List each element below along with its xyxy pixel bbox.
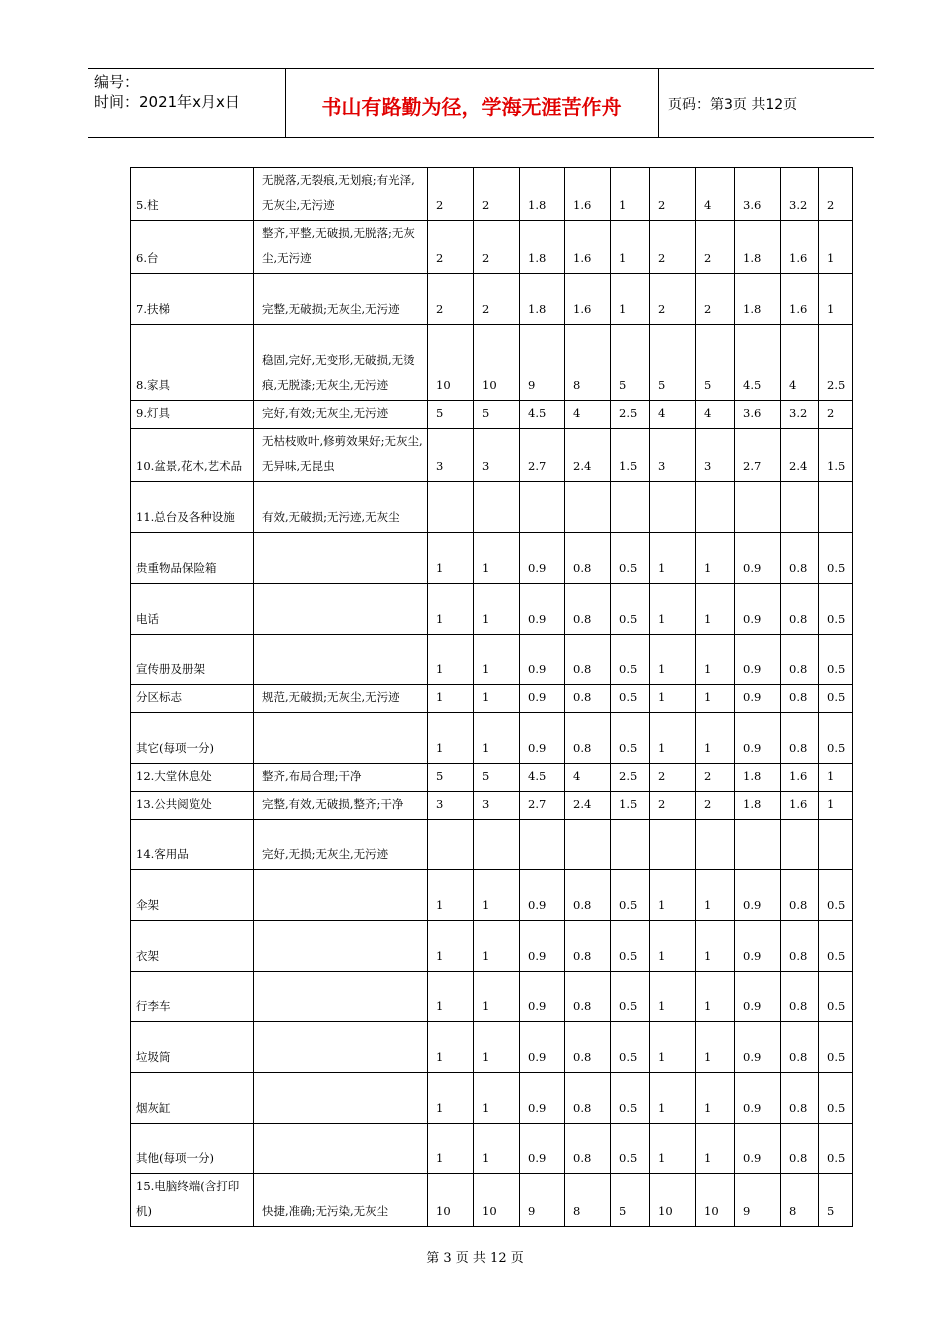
- score-cell: 5: [611, 325, 650, 401]
- score-cell: [428, 820, 474, 870]
- score-cell: [650, 482, 696, 533]
- score-cell: [696, 820, 735, 870]
- score-cell: 0.9: [735, 870, 781, 921]
- item-cell: 烟灰缸: [131, 1073, 254, 1124]
- score-cell: 4.5: [520, 401, 565, 429]
- score-cell: 1: [696, 972, 735, 1022]
- score-cell: 0.9: [520, 921, 565, 972]
- score-cell: [819, 482, 853, 533]
- score-cell: [611, 482, 650, 533]
- score-cell: 0.9: [520, 1124, 565, 1174]
- score-cell: [735, 820, 781, 870]
- table-row: [131, 168, 853, 221]
- score-cell: 4: [565, 401, 611, 429]
- score-cell: 9: [735, 1174, 781, 1227]
- score-cell: 1: [650, 584, 696, 635]
- criteria-cell: [254, 870, 428, 921]
- criteria-cell: 完整,无破损;无灰尘,无污迹: [254, 274, 428, 325]
- score-cell: 1: [474, 1073, 520, 1124]
- score-cell: 0.5: [819, 685, 853, 713]
- score-cell: 2.4: [565, 792, 611, 820]
- score-cell: 0.8: [781, 972, 819, 1022]
- score-cell: 10: [474, 325, 520, 401]
- score-cell: 1: [428, 972, 474, 1022]
- item-cell: 电话: [131, 584, 254, 635]
- item-cell: 宣传册及册架: [131, 635, 254, 685]
- score-cell: 5: [428, 764, 474, 792]
- score-cell: 1.8: [520, 274, 565, 325]
- score-cell: 1: [696, 1073, 735, 1124]
- item-cell: 伞架: [131, 870, 254, 921]
- criteria-cell: 无脱落,无裂痕,无划痕;有光泽,无灰尘,无污迹: [254, 168, 428, 221]
- score-cell: 0.8: [565, 1073, 611, 1124]
- score-cell: 2.7: [735, 429, 781, 482]
- score-cell: 2: [650, 221, 696, 274]
- score-cell: 1.8: [735, 764, 781, 792]
- table-row: [131, 1022, 853, 1073]
- score-cell: 2.7: [520, 429, 565, 482]
- score-cell: 1: [428, 584, 474, 635]
- criteria-cell: 稳固,完好,无变形,无破损,无烫痕,无脱漆;无灰尘,无污迹: [254, 325, 428, 401]
- score-cell: 1: [650, 1124, 696, 1174]
- score-cell: 1: [696, 1124, 735, 1174]
- score-cell: [474, 482, 520, 533]
- score-cell: 0.8: [565, 635, 611, 685]
- criteria-cell: 完整,有效,无破损,整齐;干净: [254, 792, 428, 820]
- score-cell: [565, 820, 611, 870]
- score-cell: 1: [696, 921, 735, 972]
- score-cell: 1: [611, 274, 650, 325]
- score-cell: 2: [650, 168, 696, 221]
- score-cell: 0.5: [819, 1073, 853, 1124]
- score-cell: 0.9: [735, 921, 781, 972]
- score-cell: 4.5: [520, 764, 565, 792]
- score-cell: 3.2: [781, 168, 819, 221]
- score-cell: 5: [819, 1174, 853, 1227]
- score-cell: 3: [474, 792, 520, 820]
- score-cell: 4: [650, 401, 696, 429]
- score-cell: 1: [428, 1124, 474, 1174]
- score-cell: 0.8: [565, 921, 611, 972]
- score-cell: 1: [611, 168, 650, 221]
- score-cell: 2: [696, 764, 735, 792]
- criteria-cell: 整齐,平整,无破损,无脱落;无灰尘,无污迹: [254, 221, 428, 274]
- score-cell: 1.6: [781, 221, 819, 274]
- score-cell: 10: [428, 1174, 474, 1227]
- score-cell: 10: [474, 1174, 520, 1227]
- criteria-cell: 规范,无破损;无灰尘,无污迹: [254, 685, 428, 713]
- score-cell: 0.5: [611, 685, 650, 713]
- criteria-cell: [254, 1073, 428, 1124]
- score-cell: 1: [650, 685, 696, 713]
- code-label: 编号：: [94, 73, 140, 91]
- score-cell: 1: [696, 533, 735, 584]
- score-cell: 1: [650, 972, 696, 1022]
- score-cell: 1: [611, 221, 650, 274]
- score-cell: 2: [696, 792, 735, 820]
- score-cell: 1: [474, 533, 520, 584]
- score-cell: 8: [565, 1174, 611, 1227]
- criteria-cell: [254, 921, 428, 972]
- score-cell: 2: [428, 274, 474, 325]
- score-cell: 1: [474, 921, 520, 972]
- score-cell: 5: [611, 1174, 650, 1227]
- score-cell: 1: [428, 713, 474, 764]
- score-cell: 2: [696, 274, 735, 325]
- score-cell: 0.8: [781, 533, 819, 584]
- item-cell: 12.大堂休息处: [131, 764, 254, 792]
- criteria-cell: [254, 972, 428, 1022]
- score-cell: 0.8: [565, 685, 611, 713]
- score-cell: 5: [474, 764, 520, 792]
- score-cell: 0.9: [520, 533, 565, 584]
- score-cell: 1: [474, 1124, 520, 1174]
- table-row: [131, 635, 853, 685]
- score-cell: [819, 820, 853, 870]
- criteria-cell: [254, 1022, 428, 1073]
- score-cell: 0.9: [520, 635, 565, 685]
- score-cell: 1: [650, 870, 696, 921]
- score-cell: 1: [650, 1073, 696, 1124]
- table-row: [131, 972, 853, 1022]
- criteria-cell: 完好,无损;无灰尘,无污迹: [254, 820, 428, 870]
- score-cell: 0.5: [819, 635, 853, 685]
- score-cell: 1: [696, 685, 735, 713]
- score-cell: 2: [819, 168, 853, 221]
- time-label: 时间：2021年x月x日: [94, 93, 240, 111]
- table-body: [131, 168, 853, 1227]
- score-cell: 0.5: [611, 921, 650, 972]
- score-cell: 2: [474, 274, 520, 325]
- score-cell: 0.8: [565, 870, 611, 921]
- item-cell: 垃圾筒: [131, 1022, 254, 1073]
- score-cell: 2: [650, 274, 696, 325]
- header-motto: 书山有路勤为径，学海无涯苦作舟: [321, 95, 622, 119]
- criteria-cell: [254, 1124, 428, 1174]
- score-cell: [696, 482, 735, 533]
- score-cell: 0.8: [781, 685, 819, 713]
- table-row: [131, 792, 853, 820]
- score-cell: 0.5: [611, 533, 650, 584]
- score-cell: 0.5: [611, 1073, 650, 1124]
- score-cell: 0.9: [520, 713, 565, 764]
- score-cell: 1.5: [819, 429, 853, 482]
- item-cell: 8.家具: [131, 325, 254, 401]
- score-cell: 1: [819, 274, 853, 325]
- score-cell: 1: [428, 1022, 474, 1073]
- score-cell: 0.5: [611, 972, 650, 1022]
- score-cell: 0.5: [611, 713, 650, 764]
- table-row: [131, 685, 853, 713]
- score-cell: 1: [819, 764, 853, 792]
- score-cell: [650, 820, 696, 870]
- criteria-cell: [254, 533, 428, 584]
- score-cell: 1.6: [565, 221, 611, 274]
- score-cell: 0.9: [735, 1124, 781, 1174]
- criteria-cell: 无枯枝败叶,修剪效果好;无灰尘,无异味,无昆虫: [254, 429, 428, 482]
- score-cell: 0.9: [520, 1073, 565, 1124]
- score-cell: 2: [428, 168, 474, 221]
- score-cell: 3.6: [735, 168, 781, 221]
- score-cell: 9: [520, 325, 565, 401]
- score-cell: 0.5: [819, 533, 853, 584]
- criteria-cell: 有效,无破损;无污迹,无灰尘: [254, 482, 428, 533]
- score-cell: 1.6: [781, 274, 819, 325]
- score-cell: 5: [428, 401, 474, 429]
- score-cell: 0.9: [520, 584, 565, 635]
- score-cell: 1.8: [735, 792, 781, 820]
- score-cell: 0.9: [735, 685, 781, 713]
- score-cell: 1: [474, 713, 520, 764]
- score-cell: 0.5: [819, 1124, 853, 1174]
- score-cell: 2.7: [520, 792, 565, 820]
- score-cell: 3: [428, 429, 474, 482]
- score-cell: 1: [428, 635, 474, 685]
- score-cell: 1.6: [565, 274, 611, 325]
- criteria-cell: [254, 713, 428, 764]
- criteria-cell: 完好,有效;无灰尘,无污迹: [254, 401, 428, 429]
- score-cell: [611, 820, 650, 870]
- score-cell: 1: [474, 1022, 520, 1073]
- score-cell: 0.9: [735, 1073, 781, 1124]
- score-cell: 0.5: [611, 1022, 650, 1073]
- score-cell: 1.6: [781, 764, 819, 792]
- score-cell: 0.9: [735, 713, 781, 764]
- score-cell: 0.8: [781, 1073, 819, 1124]
- score-cell: 1.8: [520, 221, 565, 274]
- table-row: [131, 325, 853, 401]
- score-cell: 1.8: [735, 221, 781, 274]
- item-cell: 15.电脑终端(含打印机): [131, 1174, 254, 1227]
- table-row: [131, 533, 853, 584]
- score-cell: 1: [428, 685, 474, 713]
- score-cell: 1.5: [611, 429, 650, 482]
- score-cell: [781, 820, 819, 870]
- score-cell: 10: [428, 325, 474, 401]
- table-row: [131, 1174, 853, 1227]
- score-cell: 0.8: [781, 635, 819, 685]
- item-cell: 衣架: [131, 921, 254, 972]
- score-cell: 0.9: [520, 685, 565, 713]
- item-cell: 7.扶梯: [131, 274, 254, 325]
- table-row: [131, 482, 853, 533]
- table-row: [131, 820, 853, 870]
- score-cell: 1: [428, 1073, 474, 1124]
- score-cell: 0.8: [565, 1124, 611, 1174]
- score-cell: 2: [650, 792, 696, 820]
- score-cell: 0.5: [819, 972, 853, 1022]
- score-cell: 0.8: [781, 921, 819, 972]
- score-cell: 0.8: [781, 1022, 819, 1073]
- score-cell: 1: [696, 713, 735, 764]
- score-cell: 4: [696, 168, 735, 221]
- criteria-cell: [254, 635, 428, 685]
- score-cell: 2: [819, 401, 853, 429]
- score-cell: 0.9: [520, 1022, 565, 1073]
- score-cell: 1: [474, 870, 520, 921]
- score-cell: [565, 482, 611, 533]
- score-cell: 0.8: [781, 870, 819, 921]
- score-cell: 1.8: [520, 168, 565, 221]
- score-cell: 3.6: [735, 401, 781, 429]
- item-cell: 13.公共阅览处: [131, 792, 254, 820]
- score-cell: 4.5: [735, 325, 781, 401]
- score-cell: 0.8: [565, 972, 611, 1022]
- score-cell: 5: [650, 325, 696, 401]
- score-cell: 3: [474, 429, 520, 482]
- item-cell: 9.灯具: [131, 401, 254, 429]
- score-cell: 0.5: [611, 870, 650, 921]
- score-cell: 4: [781, 325, 819, 401]
- score-cell: 4: [696, 401, 735, 429]
- score-cell: 0.5: [819, 1022, 853, 1073]
- score-cell: 5: [696, 325, 735, 401]
- score-cell: 1: [650, 635, 696, 685]
- score-cell: 2: [650, 764, 696, 792]
- item-cell: 其他(每项一分): [131, 1124, 254, 1174]
- page-header: [88, 68, 874, 138]
- score-cell: 1: [696, 870, 735, 921]
- score-cell: 1: [428, 921, 474, 972]
- score-cell: 0.8: [565, 713, 611, 764]
- score-cell: 4: [565, 764, 611, 792]
- table-row: [131, 221, 853, 274]
- item-cell: 5.柱: [131, 168, 254, 221]
- score-cell: 1: [819, 221, 853, 274]
- table-row: [131, 870, 853, 921]
- score-cell: 0.9: [735, 1022, 781, 1073]
- score-cell: [428, 482, 474, 533]
- score-cell: 0.9: [735, 533, 781, 584]
- score-cell: 0.5: [819, 921, 853, 972]
- table-row: [131, 764, 853, 792]
- score-cell: 8: [565, 325, 611, 401]
- header-divider: [658, 69, 659, 137]
- score-cell: 1.6: [565, 168, 611, 221]
- score-cell: [520, 820, 565, 870]
- score-cell: 0.8: [565, 1022, 611, 1073]
- item-cell: 其它(每项一分): [131, 713, 254, 764]
- criteria-cell: 快捷,准确;无污染,无灰尘: [254, 1174, 428, 1227]
- score-cell: 1: [696, 1022, 735, 1073]
- score-cell: 0.5: [819, 713, 853, 764]
- score-cell: 1: [819, 792, 853, 820]
- score-cell: 2: [696, 221, 735, 274]
- score-cell: 0.5: [819, 584, 853, 635]
- score-cell: 2: [428, 221, 474, 274]
- score-cell: 0.8: [781, 584, 819, 635]
- score-cell: 0.8: [565, 533, 611, 584]
- item-cell: 贵重物品保险箱: [131, 533, 254, 584]
- score-cell: 3: [696, 429, 735, 482]
- criteria-cell: 整齐,布局合理;干净: [254, 764, 428, 792]
- item-cell: 10.盆景,花木,艺术品: [131, 429, 254, 482]
- table-row: [131, 1073, 853, 1124]
- score-cell: 0.5: [611, 1124, 650, 1174]
- item-cell: 14.客用品: [131, 820, 254, 870]
- table-row: [131, 713, 853, 764]
- score-cell: 1.6: [781, 792, 819, 820]
- score-cell: 1: [650, 533, 696, 584]
- score-cell: 1: [428, 870, 474, 921]
- score-cell: 0.5: [819, 870, 853, 921]
- score-cell: 2.5: [819, 325, 853, 401]
- score-cell: 2.4: [781, 429, 819, 482]
- score-cell: 0.8: [781, 1124, 819, 1174]
- score-cell: 8: [781, 1174, 819, 1227]
- header-page-number: 页码：第3页 共12页: [668, 97, 798, 113]
- table-row: [131, 401, 853, 429]
- score-cell: 0.5: [611, 635, 650, 685]
- score-cell: 3: [428, 792, 474, 820]
- score-cell: 2: [474, 221, 520, 274]
- table-row: [131, 1124, 853, 1174]
- score-cell: 1.5: [611, 792, 650, 820]
- table-row: [131, 921, 853, 972]
- score-cell: 1: [428, 533, 474, 584]
- criteria-cell: [254, 584, 428, 635]
- table-row: [131, 429, 853, 482]
- score-cell: 0.9: [735, 584, 781, 635]
- table-row: [131, 274, 853, 325]
- score-cell: 1.8: [735, 274, 781, 325]
- score-cell: 2.4: [565, 429, 611, 482]
- score-cell: 1: [474, 584, 520, 635]
- inspection-table: [130, 167, 853, 1227]
- score-cell: 2.5: [611, 764, 650, 792]
- score-cell: 0.8: [781, 713, 819, 764]
- page-footer: 第 3 页 共 12 页: [426, 1251, 524, 1266]
- score-cell: 0.9: [735, 972, 781, 1022]
- score-cell: 3: [650, 429, 696, 482]
- score-cell: [781, 482, 819, 533]
- score-cell: [735, 482, 781, 533]
- table-row: [131, 584, 853, 635]
- score-cell: 1: [650, 1022, 696, 1073]
- score-cell: 1: [696, 584, 735, 635]
- header-meta: [94, 72, 240, 112]
- score-cell: 1: [474, 972, 520, 1022]
- item-cell: 行李车: [131, 972, 254, 1022]
- score-cell: 1: [474, 635, 520, 685]
- score-cell: 9: [520, 1174, 565, 1227]
- score-cell: 1: [474, 685, 520, 713]
- score-cell: 10: [696, 1174, 735, 1227]
- score-cell: 0.9: [735, 635, 781, 685]
- score-cell: 10: [650, 1174, 696, 1227]
- score-cell: 5: [474, 401, 520, 429]
- score-cell: 3.2: [781, 401, 819, 429]
- score-cell: 2: [474, 168, 520, 221]
- score-cell: [474, 820, 520, 870]
- score-cell: 1: [650, 921, 696, 972]
- score-cell: [520, 482, 565, 533]
- score-cell: 1: [650, 713, 696, 764]
- score-cell: 0.5: [611, 584, 650, 635]
- score-cell: 0.8: [565, 584, 611, 635]
- item-cell: 6.台: [131, 221, 254, 274]
- score-cell: 0.9: [520, 870, 565, 921]
- item-cell: 11.总台及各种设施: [131, 482, 254, 533]
- score-cell: 0.9: [520, 972, 565, 1022]
- score-cell: 2.5: [611, 401, 650, 429]
- item-cell: 分区标志: [131, 685, 254, 713]
- score-cell: 1: [696, 635, 735, 685]
